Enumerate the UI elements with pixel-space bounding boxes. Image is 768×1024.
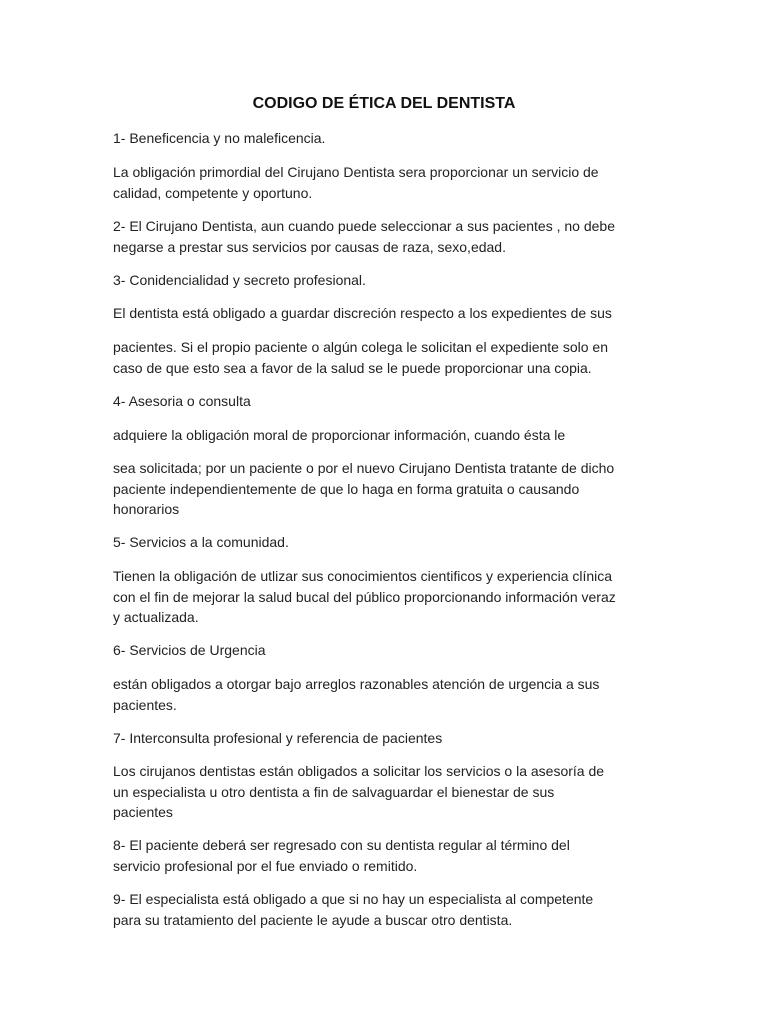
section-item-9: 9- El especialista está obligado a que si no hay un especialista al competente para su tratamiento del paciente le ayude a buscar otro dentista.: [113, 891, 594, 928]
section-body-6: están obligados a otorgar bajo arreglos razonables atención de urgencia a sus pacientes.: [113, 676, 600, 713]
section-heading-7: 7- Interconsulta profesional y referencia de pacientes: [113, 730, 443, 746]
section-body-5: Tienen la obligación de utlizar sus conocimientos cientificos y experiencia clínica con el fin de mejorar la salud bucal del público proporcionando información veraz y actualizada.: [113, 568, 616, 625]
section-body-4b: sea solicitada; por un paciente o por el nuevo Cirujano Dentista tratante de dicho paciente independientemente de que lo haga en forma gratuita o causando honorarios: [113, 460, 615, 517]
section-heading-6: 6- Servicios de Urgencia: [113, 642, 266, 658]
section-body-3a: El dentista está obligado a guardar discreción respecto a los expedientes de sus: [113, 305, 612, 321]
section-body-3b: pacientes. Si el propio paciente o algún colega le solicitan el expediente solo en caso de que esto sea a favor de la salud se le puede proporcionar una copia.: [113, 339, 609, 376]
document-title: CODIGO DE ÉTICA DEL DENTISTA: [252, 95, 516, 112]
section-heading-1: 1- Beneficencia y no maleficencia.: [113, 130, 326, 146]
section-item-2: 2- El Cirujano Dentista, aun cuando puede seleccionar a sus pacientes , no debe negarse a prestar sus servicios por causas de raza, sexo,edad.: [113, 218, 615, 255]
section-body-7: Los cirujanos dentistas están obligados a solicitar los servicios o la asesoría de un especialista u otro dentista a fin de salvaguardar el bienestar de sus pacientes: [113, 763, 605, 820]
section-heading-4: 4- Asesoria o consulta: [113, 393, 251, 409]
section-heading-3: 3- Conidencialidad y secreto profesional.: [113, 272, 366, 288]
section-item-8: 8- El paciente deberá ser regresado con su dentista regular al término del servicio profesional por el fue enviado o remitido.: [113, 837, 570, 874]
section-body-4a: adquiere la obligación moral de proporcionar información, cuando ésta le: [113, 427, 566, 443]
section-heading-5: 5- Servicios a la comunidad.: [113, 534, 289, 550]
section-body-1: La obligación primordial del Cirujano Dentista sera proporcionar un servicio de calidad, competente y oportuno.: [113, 164, 599, 201]
